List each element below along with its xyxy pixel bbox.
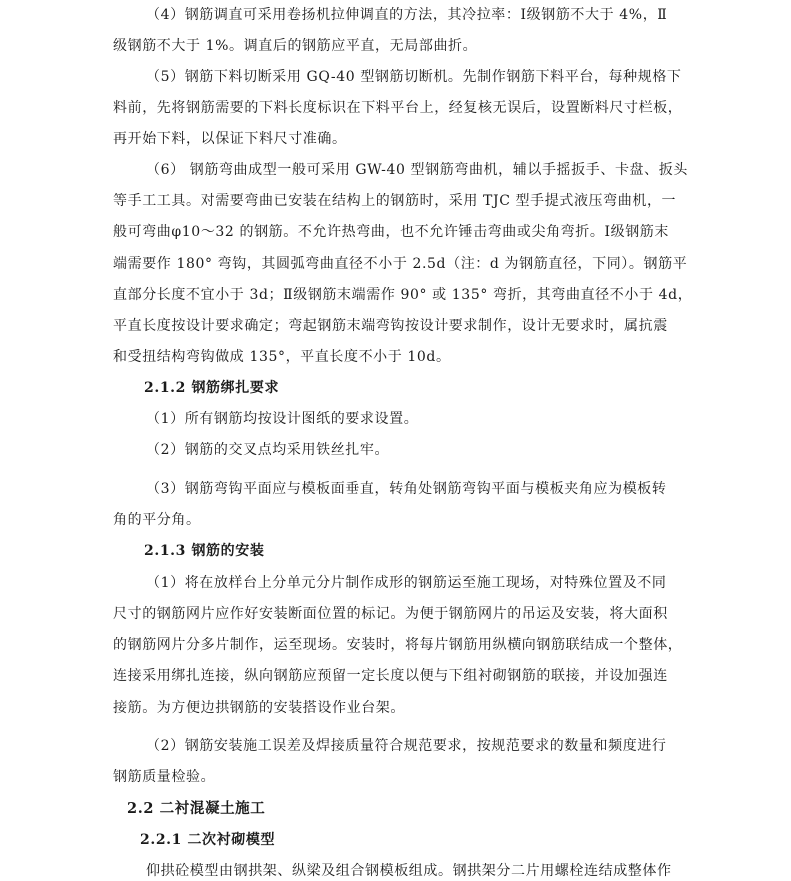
section-heading-2-1-3: 2.1.3 钢筋的安装 [144,543,265,559]
bullet-3-line-2: 角的平分角。 [113,512,201,528]
section-heading-2-2: 2.2 二衬混凝土施工 [127,800,266,817]
paragraph-5-line-3: 再开始下料，以保证下料尺寸准确。 [113,131,347,147]
paragraph-6-line-2: 等手工工具。对需要弯曲已安装在结构上的钢筋时，采用 TJC 型手提式液压弯曲机，一 [113,193,677,209]
install-1-line-3: 的钢筋网片分多片制作，运至现场。安装时，将每片钢筋用纵横向钢筋联结成一个整体， [113,637,683,653]
install-1-line-1: （1）将在放样台上分单元分片制作成形的钢筋运至施工现场，对特殊位置及不同 [146,575,667,591]
section-heading-2-2-1: 2.2.1 二次衬砌模型 [140,832,276,848]
section-heading-2-1-2: 2.1.2 钢筋绑扎要求 [144,380,280,396]
paragraph-5-line-2: 料前，先将钢筋需要的下料长度标识在下料平台上，经复核无误后，设置断料尺寸栏板， [113,100,683,116]
install-1-line-2: 尺寸的钢筋网片应作好安装断面位置的标记。为便于钢筋网片的吊运及安装，将大面积 [113,606,668,622]
paragraph-6-line-6: 平直长度按设计要求确定；弯起钢筋末端弯钩按设计要求制作，设计无要求时，属抗震 [113,318,668,334]
paragraph-4-line-2: 级钢筋不大于 1%。调直后的钢筋应平直，无局部曲折。 [113,38,478,54]
paragraph-5-line-1: （5）钢筋下料切断采用 GQ-40 型钢筋切断机。先制作钢筋下料平台，每种规格下 [146,69,682,85]
bullet-2-line: （2）钢筋的交叉点均采用铁丝扎牢。 [146,442,390,458]
bullet-1-line: （1）所有钢筋均按设计图纸的要求设置。 [146,411,419,427]
paragraph-4-line-1: （4）钢筋调直可采用卷扬机拉伸调直的方法，其冷拉率：Ⅰ级钢筋不大于 4%，Ⅱ [146,7,668,23]
install-2-line-1: （2）钢筋安装施工误差及焊接质量符合规范要求，按规范要求的数量和频度进行 [146,738,667,754]
bullet-3-line-1: （3）钢筋弯钩平面应与模板面垂直，转角处钢筋弯钩平面与模板夹角应为模板转 [146,481,667,497]
install-1-line-5: 接筋。为方便边拱钢筋的安装搭设作业台架。 [113,700,405,716]
paragraph-6-line-1: （6） 钢筋弯曲成型一般可采用 GW-40 型钢筋弯曲机，辅以手摇扳手、卡盘、扳头 [146,162,688,178]
paragraph-6-line-3: 般可弯曲φ10～32 的钢筋。不允许热弯曲，也不允许锤击弯曲或尖角弯折。Ⅰ级钢筋末 [113,224,670,240]
paragraph-6-line-7: 和受扭结构弯钩做成 135°，平直长度不小于 10d。 [113,349,451,365]
paragraph-6-line-5: 直部分长度不宜小于 3d；Ⅱ级钢筋末端需作 90° 或 135° 弯折，其弯曲直径不小于 4d， [113,287,693,303]
install-1-line-4: 连接采用绑扎连接，纵向钢筋应预留一定长度以便与下组衬砌钢筋的联接，并设加强连 [113,668,668,684]
last-paragraph-line-1: 仰拱砼模型由钢拱架、纵梁及组合钢模板组成。钢拱架分二片用螺栓连结成整体作 [146,863,672,879]
install-2-line-2: 钢筋质量检验。 [113,769,216,785]
paragraph-6-line-4: 端需要作 180° 弯钩，其圆弧弯曲直径不小于 2.5d（注：d 为钢筋直径，下同）。钢筋平 [113,256,688,272]
